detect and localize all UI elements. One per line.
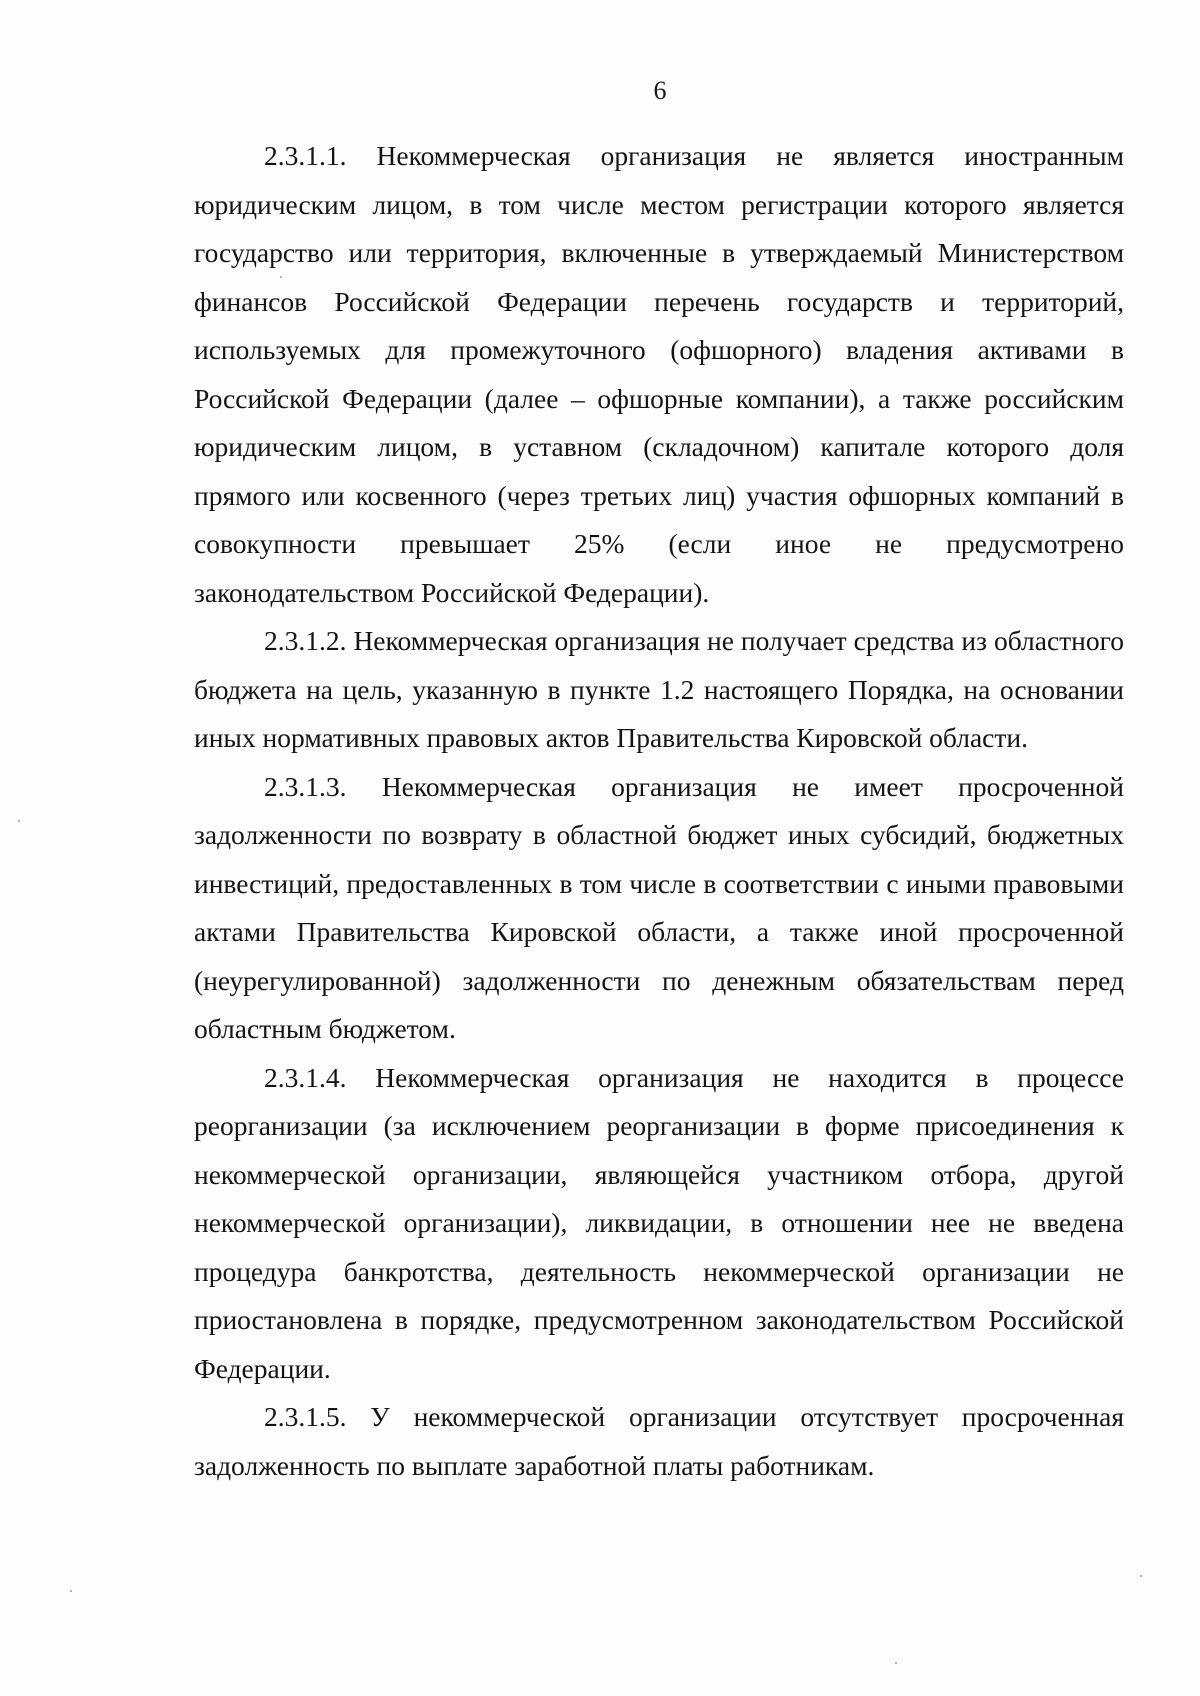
scan-speck — [895, 1662, 897, 1664]
scan-speck — [1140, 1575, 1142, 1577]
paragraph-2-3-1-4: 2.3.1.4. Некоммерческая организация не находится в процессе реорганизации (за исключением реорганизации в форме присоединения к некоммерческой организации, являющейся участником отбора, другой некоммерческой организации), ликвидации, в отношении нее не введена процедура банкротства, деятельность некоммерческой организации не приостановлена в порядке, предусмотренном законодательством Российской Федерации. — [194, 1061, 1124, 1384]
paragraph-2-3-1-1: 2.3.1.1. Некоммерческая организация не является иностранным юридическим лицом, в том числе местом регистрации которого является государство или территория, включенные в утверждаемый Министерством финансов Российской Федерации перечень государств и территорий, используемых для промежуточного (офшорного) владения активами в Российской Федерации (далее – офшорные компании), а также российским юридическим лицом, в уставном (складочном) капитале которого доля прямого или косвенного (через третьих лиц) участия офшорных компаний в совокупности превышает 25% (если иное не предусмотрено законодательством Российской Федерации). — [194, 140, 1124, 608]
paragraph-2-3-1-5: 2.3.1.5. У некоммерческой организации отсутствует просроченная задолженность по выплате заработной платы работникам. — [194, 1401, 1124, 1481]
paragraph-2-3-1-2: 2.3.1.2. Некоммерческая организация не получает средства из областного бюджета на цель, указанную в пункте 1.2 настоящего Порядка, на основании иных нормативных правовых актов Правительства Кировской области. — [194, 625, 1124, 753]
paragraph-2-3-1-3: 2.3.1.3. Некоммерческая организация не имеет просроченной задолженности по возврату в областной бюджет иных субсидий, бюджетных инвестиций, предоставленных в том числе в соответствии с иными правовыми актами Правительства Кировской области, а также иной просроченной (неурегулированной) задолженности по денежным обязательствам перед областным бюджетом. — [194, 770, 1124, 1044]
scan-speck — [70, 1590, 72, 1592]
scan-speck — [18, 820, 20, 822]
document-body — [194, 132, 1124, 1490]
scan-speck — [280, 276, 282, 278]
page-number: 6 — [653, 76, 667, 105]
